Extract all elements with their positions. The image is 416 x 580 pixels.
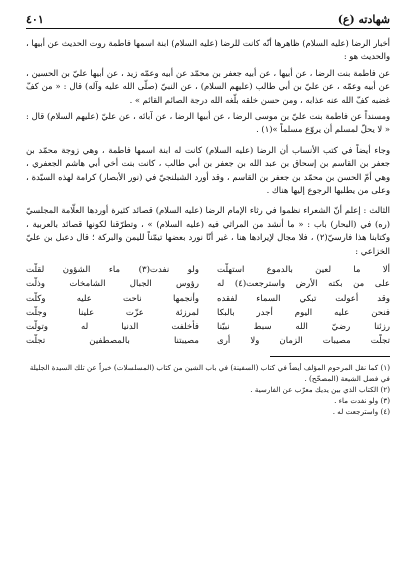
- header-divider: [26, 28, 390, 29]
- verse-first-hemistich: على من بكته الأرض واسترجعت(٤) له: [217, 279, 390, 290]
- document-page: [26, 6, 390, 580]
- page-number: ٤٠١: [26, 13, 44, 26]
- verse-second-hemistich: فأخلفت الدنيا له وتولّت: [26, 321, 199, 332]
- footnote-2: (٢) الكتاب الذي بين يديك معرّب عن الفارسية .: [250, 385, 390, 395]
- verse-first-hemistich: رزئنا رضيّ الله سبط نبيّنا: [217, 321, 390, 332]
- footnote-divider: [270, 356, 390, 357]
- verse-second-hemistich: ولو نفدت(٣) ماء الشؤون لقلّت: [26, 265, 199, 276]
- running-title: شهادته (ع): [337, 13, 390, 26]
- footnote-4: (٤) واسترجعت له .: [332, 407, 390, 417]
- paragraph-3: ومسنداً عن فاطمة بنت عليّ بن موسى الرضا ، عن أبيها الرضا ، عن آبائه ، عن عليّ (عليهم السلام) قال : « لا يحلّ لمسلم أن يروّع مسلماً »(١) .: [26, 111, 390, 135]
- verse-first-hemistich: وقد أعولت تبكي السماء لفقده: [217, 293, 390, 304]
- footnote-1: (١) كما نقل المرحوم المؤلف أيضاً في كتاب (السفينة) في باب الشين من كتاب (المسلسلات) خبراً عن تلك السيدة الجليلة في فضل الشيعة (المصحّح) .: [29, 363, 390, 384]
- verse-first-hemistich: فنحن عليه اليوم أجدر بالبكا: [217, 307, 390, 318]
- verse-second-hemistich: وأنجمها ناحت عليه وكلّت: [26, 293, 199, 304]
- paragraph-1: أخبار الرضا (عليه السلام) ظاهرها أنّه كانت للرضا (عليه السلام) ابنة اسمها فاطمة روت الحديث عن أبيها ، والحديث هو :: [26, 38, 390, 62]
- verse-first-hemistich: ألا ما لعين بالدموع استهلّت: [217, 265, 390, 276]
- page-header: [26, 6, 390, 26]
- verse-first-hemistich: تجلّت مصيبات الزمان ولا أرى: [217, 336, 390, 347]
- paragraph-4: وجاء أيضاً في كتب الأنساب أن الرضا (عليه السلام) كانت له ابنة اسمها فاطمة ، وهي زوجة محمّد بن جعفر بن القاسم بن إسحاق بن عبد الله بن جعفر بن أبي طالب ، كانت بنت أخي أبي هاشم الجعفري ، وهي أمّ الحسن بن محمّد بن جعفر بن القاسم ، وقد أورد الشبلنجيّ في (نور الأبصار) كرامة لهذه السيّدة ، وعلى من يطلبها الرجوع إليها هناك .: [26, 144, 390, 196]
- poem: [26, 263, 390, 348]
- verse-second-hemistich: مصيبتنا بالمصطفين تجلّت: [26, 336, 199, 347]
- footnotes: [26, 362, 390, 417]
- paragraph-5: الثالث : إعلم أنّ الشعراء نظموا في رثاء الإمام الرضا (عليه السلام) قصائد كثيرة أوردها العلّامة المجلسيّ (ره) في (البحار) باب : « ما أنشد من المراثي فيه (عليه السلام) » ، وتطرّقنا لكونها قصائد بالعربية ، وكتابنا هذا فارسيّ(٢) ، فلا مجال لإيرادها هنا ، غير أنّا نورد بعضها تيمّناً لليمن والبركة ؛ قال دعبل بن عليّ الخزاعي :: [26, 205, 390, 256]
- paragraph-2: عن فاطمة بنت الرضا ، عن أبيها ، عن أبيه جعفر بن محمّد عن أبيه وعمّه زيد ، عن أبيها عليّ بن الحسين ، عن أبيه وعمّه ، عن عليّ بن أبي طالب (عليهم السلام) ، عن النبيّ (صلّى الله عليه وآله) قال : « من كفّ غضبه كفّ الله عنه عذابه ، ومن حسن خلقه بلّغه الله درجة الصائم القائم » .: [26, 67, 390, 105]
- verse-second-hemistich: رؤوس الجبال الشامخات وذلّت: [26, 279, 199, 290]
- verse-second-hemistich: لمرزئة عزّت علينا وجلّت: [26, 307, 199, 318]
- footnote-3: (٣) ولو نفدت ماء .: [334, 396, 390, 406]
